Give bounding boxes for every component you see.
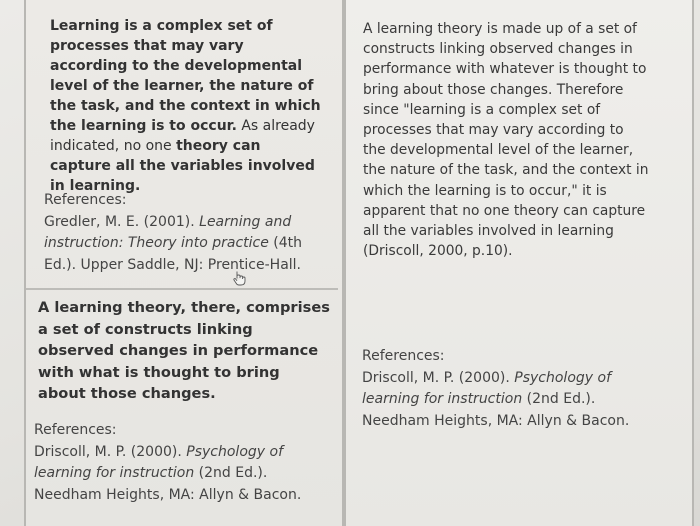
references-heading: References: <box>362 348 445 364</box>
reference-line-1: Driscoll, M. P. (2000). Psychology of <box>362 369 611 386</box>
left-paragraph-2: A learning theory, there, comprises a set of constructs linking observed changes in performance with what is thought to bring about those changes. <box>38 299 330 403</box>
left-paragraph-1-bold-end: theory can capture all the variables involved in learning. <box>50 138 315 194</box>
left-paragraph-1-normal: As already indicated, no one <box>50 118 315 154</box>
hand-pointer-icon <box>232 270 246 286</box>
left-paragraph-1-bold: Learning is a complex set of processes that may vary according to the developmental level of the learner, the nature of the task, and the context in which the learning is to occur. <box>50 18 321 134</box>
reference-line-3: Needham Heights, MA: Allyn & Bacon. <box>362 412 630 429</box>
reference-line-2: instruction: Theory into practice (4th <box>44 235 303 251</box>
reference-line-1: Driscoll, M. P. (2000). Psychology of <box>34 443 283 460</box>
references-heading: References: <box>44 192 127 208</box>
reference-line-2: learning for instruction (2nd Ed.). <box>34 465 268 481</box>
left-divider <box>26 288 338 290</box>
reference-line-3: Ed.). Upper Saddle, NJ: Prentice-Hall. <box>44 256 302 273</box>
left-paragraph-1 <box>50 16 322 196</box>
right-paragraph: A learning theory is made up of a set of constructs linking observed changes in performance with whatever is thought to bring about those changes. Therefore since "learning is a complex set of processes that may vary according to the developmental level of the learner, the nature of the task, and the context in which the learning is to occur," it is apparent that no one theory can capture all the variables involved in learning (Driscoll, 2000, p.10). <box>363 21 649 260</box>
left-references-2 <box>34 420 334 506</box>
reference-line-1: Gredler, M. E. (2001). Learning and <box>44 213 292 230</box>
left-references-1 <box>44 190 334 276</box>
right-references <box>362 346 672 432</box>
reference-line-2: learning for instruction (2nd Ed.). <box>362 391 596 407</box>
references-heading: References: <box>34 422 117 438</box>
reference-line-3: Needham Heights, MA: Allyn & Bacon. <box>34 486 302 503</box>
